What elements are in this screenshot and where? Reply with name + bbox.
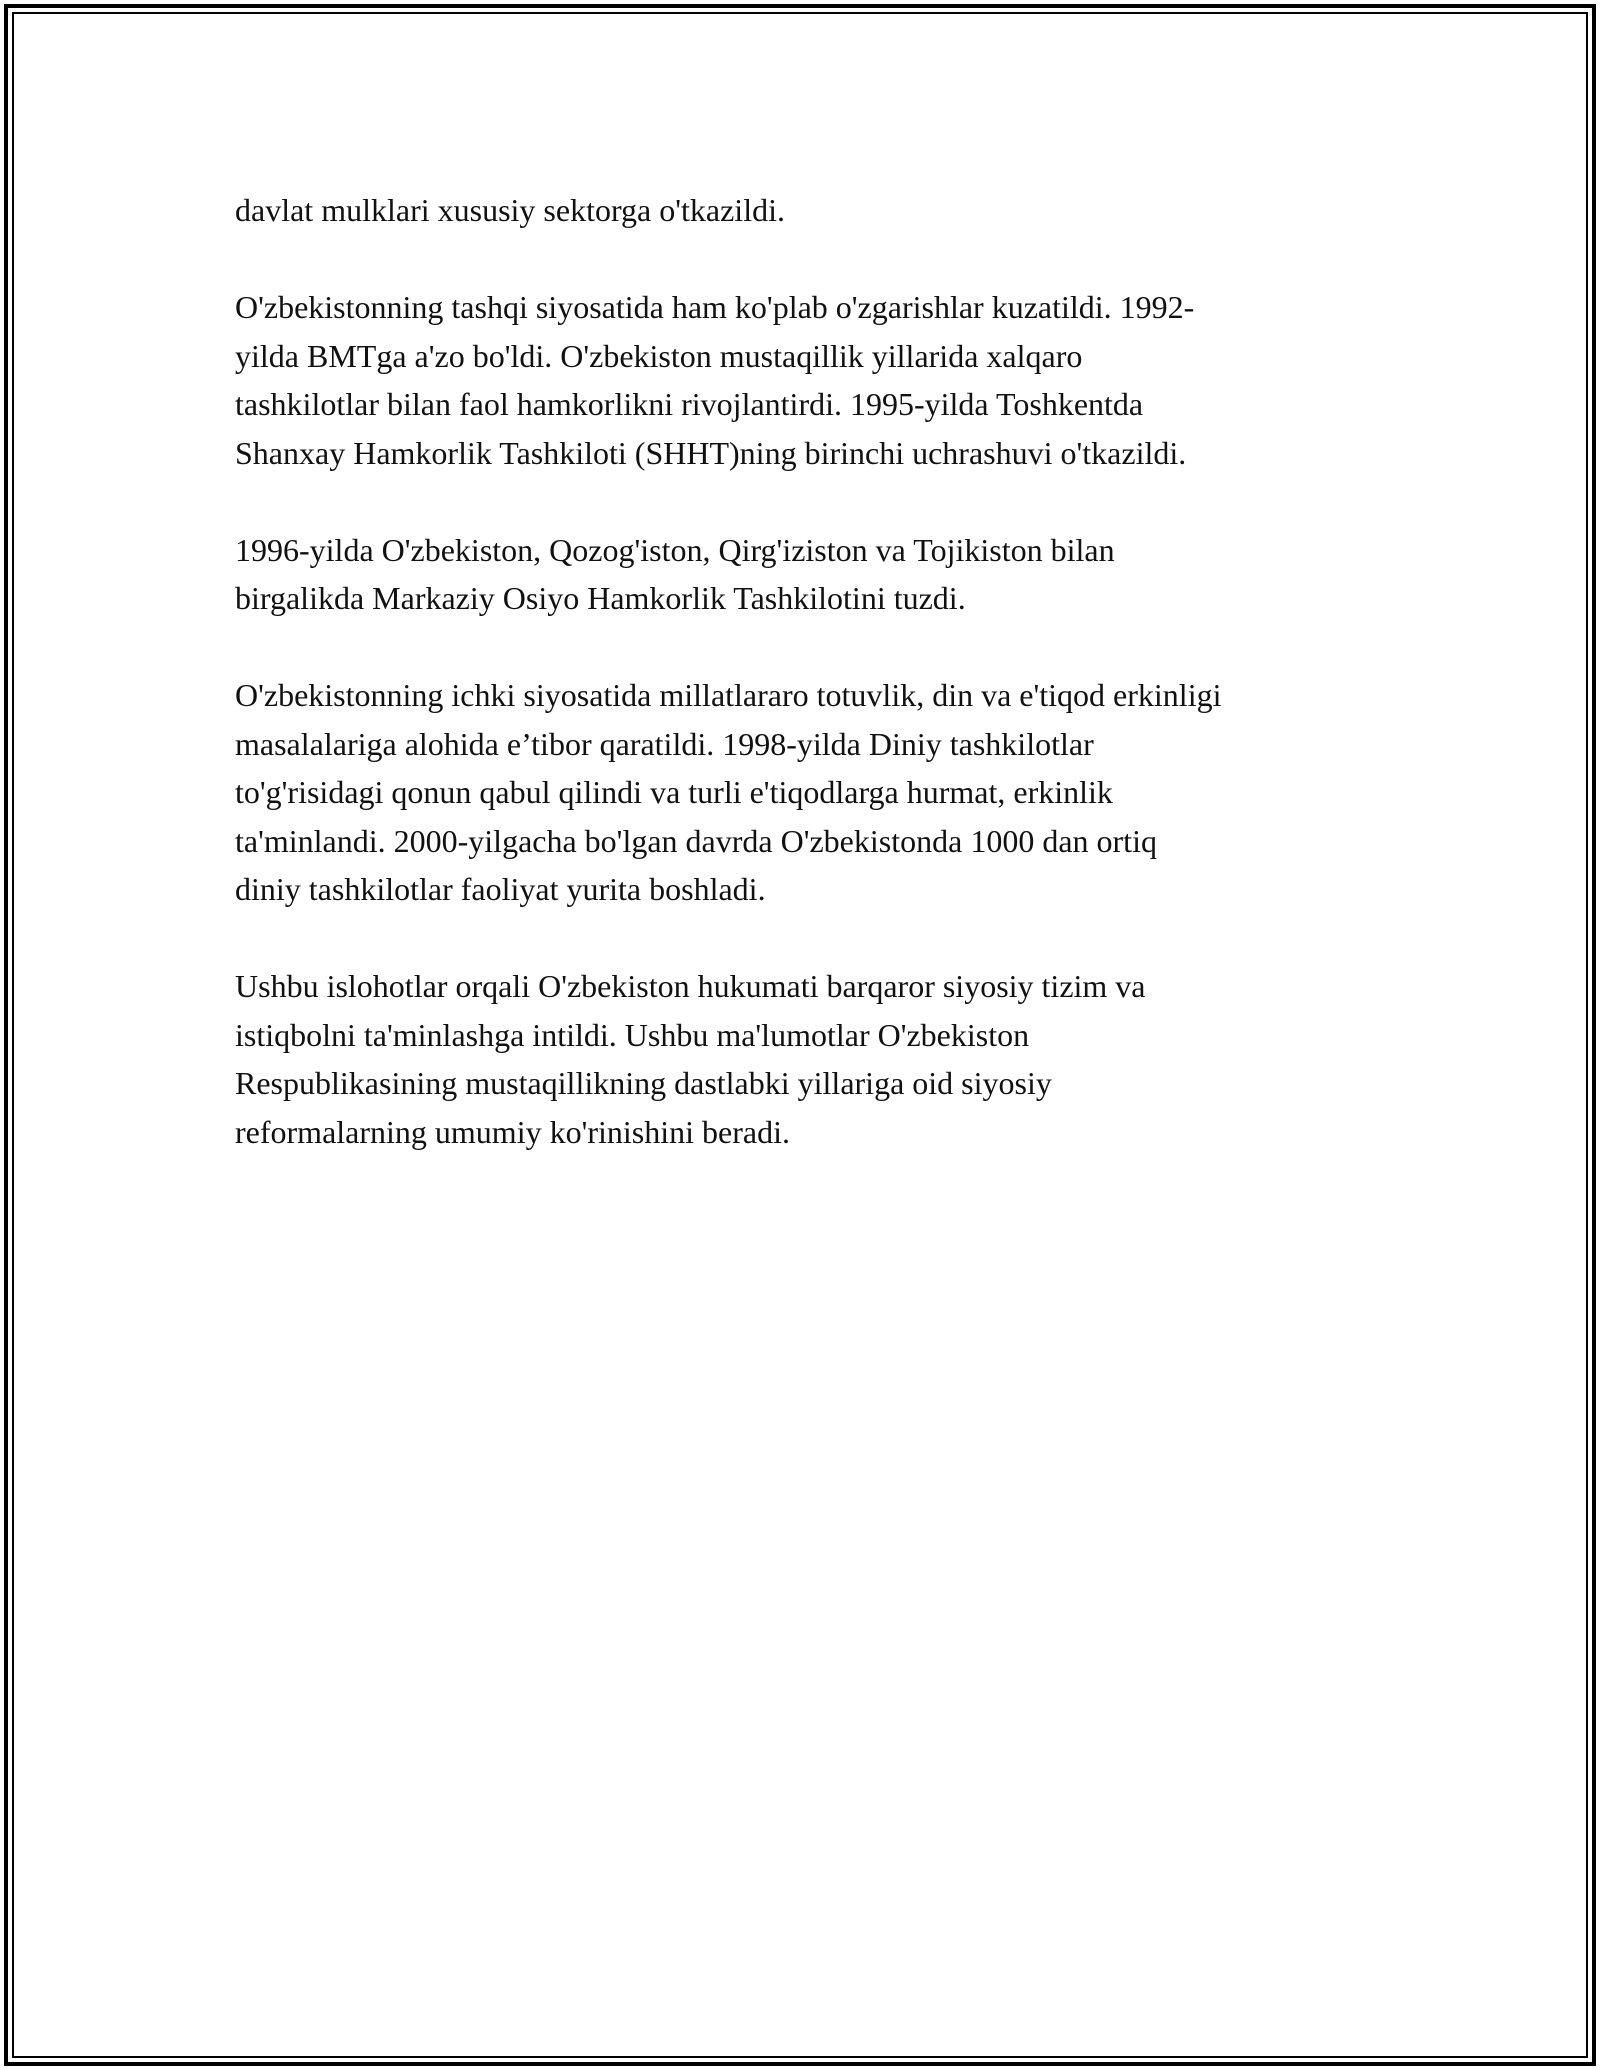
paragraph-central-asia-cooperation: 1996-yilda O'zbekiston, Qozog'iston, Qirg'iziston va Tojikiston bilan birgalikda Markaziy Osiyo Hamkorlik Tashkilotini tuzdi.	[235, 531, 1115, 616]
paragraph-foreign-policy: O'zbekistonning tashqi siyosatida ham ko'plab o'zgarishlar kuzatildi. 1992- yilda BMTga a'zo bo'ldi. O'zbekiston mustaqillik yillarida xalqaro tashkilotlar bilan faol hamkorlikni rivojlantirdi. 1995-yilda Toshkentda Shanxay Hamkorlik Tashkiloti (SHHT)ning birinchi uchrashuvi o'tkazildi.	[235, 289, 1195, 471]
document-body	[235, 186, 1385, 1205]
paragraph-domestic-policy: O'zbekistonning ichki siyosatida millatlararo totuvlik, din va e'tiqod erkinligi masalalariga alohida e’tibor qaratildi. 1998-yilda Diniy tashkilotlar to'g'risidagi qonun qabul qilindi va turli e'tiqodlarga hurmat, erkinlik ta'minlandi. 2000-yilgacha bo'lgan davrda O'zbekistonda 1000 dan ortiq diniy tashkilotlar faoliyat yurita boshladi.	[235, 677, 1222, 907]
paragraph-privatization-end: davlat mulklari xususiy sektorga o'tkazildi.	[235, 192, 785, 228]
paragraph-conclusion: Ushbu islohotlar orqali O'zbekiston hukumati barqaror siyosiy tizim va istiqbolni ta'minlashga intildi. Ushbu ma'lumotlar O'zbekiston Respublikasining mustaqillikning dastlabki yillariga oid siyosiy reformalarning umumiy ko'rinishini beradi.	[235, 968, 1146, 1150]
